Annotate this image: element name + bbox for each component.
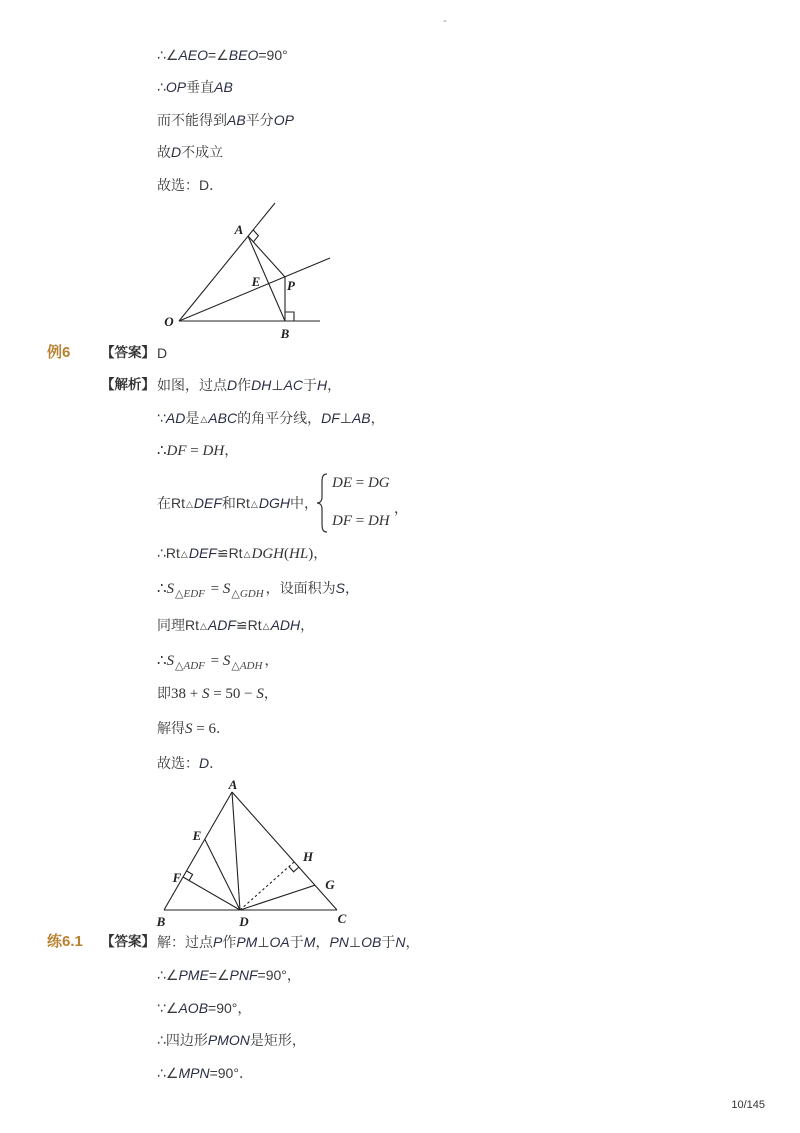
text-run: ． (215, 720, 230, 736)
variable-name: AB (214, 79, 233, 95)
text-run: 即 (157, 685, 171, 701)
text-run: ， (315, 934, 330, 950)
variable-name: AEO (178, 47, 209, 63)
math-variable: DG (367, 475, 390, 491)
math-variable: DE (332, 475, 352, 491)
math-variable: DH (202, 443, 225, 459)
text-run: ， (313, 545, 328, 561)
solution-line (157, 174, 223, 196)
math-variable: S (166, 581, 175, 597)
variable-name: ADF (207, 617, 236, 633)
solution-line (157, 44, 288, 66)
variable-name: D (227, 377, 238, 393)
text-run: ∴ (157, 79, 166, 95)
text-run: 而不能得到 (157, 112, 227, 128)
text-run: ． (209, 755, 224, 771)
text-run: 解：过点 (157, 934, 213, 950)
text-run: =∠ (208, 967, 230, 983)
math-variable: DF (166, 443, 187, 459)
text-run: =90°， (208, 1000, 252, 1016)
text-run: 故选： (157, 755, 199, 771)
page-number: 10/145 (731, 1099, 765, 1111)
brace-path (317, 474, 327, 532)
text-run: 垂直 (186, 79, 215, 95)
triangle-symbol: △ (200, 621, 207, 631)
math-subscript: △ADF (175, 660, 205, 672)
text-run: ⊥ (257, 934, 270, 950)
triangle-symbol: △ (243, 549, 251, 559)
triangle-symbol: △ (180, 549, 188, 559)
text-run: ⊥ (271, 377, 284, 393)
text-run: ， (405, 934, 420, 950)
text-run: 不成立 (181, 144, 224, 160)
variable-name: AD (165, 410, 186, 426)
exercise-tag: 练6.1 (47, 933, 83, 950)
math-expression: = (186, 443, 203, 459)
answer-label: 【答案】 (101, 934, 155, 949)
point-label-F: F (172, 870, 182, 885)
text-run: ∴∠ (157, 47, 179, 63)
math-variable: S (166, 653, 175, 669)
solution-line (157, 614, 314, 636)
text-run: ∴∠ (157, 967, 179, 983)
right-angle-mark-B (285, 312, 294, 321)
solution-line (157, 439, 238, 461)
variable-name: AB (351, 410, 371, 426)
text-run: 和Rt (221, 495, 250, 511)
variable-name: AC (283, 377, 304, 393)
math-expression: 38 + (171, 686, 202, 702)
text-run: ∴Rt (157, 545, 180, 561)
variable-name: PME (178, 967, 209, 983)
variable-name: S (335, 580, 345, 596)
math-subscript: △ADH (231, 660, 263, 672)
text-run: 故 (157, 144, 171, 160)
variable-name: DH (251, 377, 272, 393)
math-expression: = (206, 581, 223, 597)
math-expression: ( (284, 546, 289, 562)
text-run: ∴∠ (157, 1065, 179, 1081)
point-label-B: B (156, 914, 166, 929)
variable-name: OP (273, 112, 294, 128)
triangle-symbol: △ (200, 414, 208, 424)
math-expression: = (206, 653, 223, 669)
text-run: ， (327, 377, 342, 393)
point-label-C: C (337, 911, 347, 926)
equation-system-comma: ， (394, 500, 408, 516)
text-run: ， (224, 442, 239, 458)
text-run: 中， (289, 495, 318, 511)
math-variable: S (256, 686, 264, 702)
text-run: 解得 (157, 720, 185, 736)
variable-name: P (213, 934, 223, 950)
right-angle-mark-A (253, 230, 258, 242)
variable-name: PMON (207, 1032, 250, 1048)
segment-AP (248, 236, 285, 277)
point-label-B: B (280, 326, 290, 341)
variable-name: BEO (228, 47, 259, 63)
text-run: 于 (289, 934, 304, 950)
math-variable: DH (367, 513, 390, 529)
triangle-symbol: △ (250, 499, 258, 509)
text-run: =90° (258, 47, 288, 63)
text-run: ， (300, 617, 315, 633)
solution-line (157, 997, 251, 1019)
point-label-O: O (164, 314, 174, 329)
math-expression: ∴ (157, 581, 167, 597)
example-tag: 例6 (47, 344, 71, 361)
text-run: 故选：D． (157, 177, 224, 193)
text-run: 平分 (245, 112, 274, 128)
variable-name: AOB (178, 1000, 209, 1016)
triangle-symbol: △ (262, 621, 270, 631)
math-expression: ∴ (157, 443, 167, 459)
solution-line (157, 1029, 306, 1051)
variable-name: PN (329, 934, 349, 950)
math-expression: = 6 (192, 721, 216, 737)
solution-line (157, 717, 230, 739)
variable-name: DEF (193, 495, 222, 511)
math-variable: S (222, 581, 231, 597)
text-run: ， (263, 685, 278, 701)
right-angle-mark-H (289, 867, 299, 872)
solution-line (157, 964, 301, 986)
point-label-D: D (239, 914, 249, 929)
text-run: 在Rt (157, 495, 185, 511)
header-mark: - (443, 15, 447, 27)
text-run: ∵∠ (157, 1000, 179, 1016)
figure-triangle (150, 775, 360, 935)
text-run: 同理Rt (157, 617, 199, 633)
ray-OA (179, 203, 275, 321)
variable-name: H (317, 377, 328, 393)
solution-line (157, 492, 318, 514)
math-expression: ∴ (157, 653, 167, 669)
segment-DG (240, 885, 315, 910)
solution-line (157, 649, 278, 671)
text-run: 的角平分线， (237, 410, 322, 426)
math-variable: DGH (251, 546, 284, 562)
solution-line (157, 1062, 253, 1084)
text-run: ⊥ (348, 934, 362, 950)
math-variable: S (201, 686, 210, 702)
solution-line (157, 374, 341, 396)
math-expression: = (352, 513, 368, 529)
text-run: 是矩形， (249, 1032, 306, 1048)
variable-name: N (395, 934, 406, 950)
text-run: ≌Rt (216, 545, 243, 561)
variable-name: M (303, 934, 316, 950)
solution-line (157, 109, 294, 131)
variable-name: DEF (188, 545, 217, 561)
solution-line (157, 141, 223, 163)
variable-name: MPN (178, 1065, 210, 1081)
solution-line (157, 542, 327, 564)
figure-angle-bisector (150, 195, 340, 345)
text-run: 是 (185, 410, 200, 426)
variable-name: ABC (208, 410, 238, 426)
text-run: 作 (237, 377, 252, 393)
point-label-A: A (228, 777, 238, 792)
math-subscript: △EDF (175, 588, 205, 600)
variable-name: OP (165, 79, 187, 95)
segment-AC (232, 792, 337, 910)
text-run: ∵ (157, 410, 166, 426)
solution-line (157, 752, 223, 774)
text-run: ， (345, 580, 359, 596)
solution-line (157, 682, 278, 704)
point-label-P: P (287, 278, 295, 293)
equation-system-row (332, 509, 390, 531)
math-variable: S (185, 721, 193, 737)
analysis-label: 【解析】 (101, 377, 155, 392)
text-run: ，设面积为 (265, 580, 336, 596)
text-run: ， (370, 410, 385, 426)
variable-name: D (171, 144, 182, 160)
answer-value: D (157, 345, 168, 361)
text-run: 于 (381, 934, 396, 950)
text-run: 于 (303, 377, 318, 393)
equation-system-row (332, 471, 390, 493)
math-expression: ) (308, 546, 314, 562)
math-variable: HL (289, 546, 309, 562)
text-run: =∠ (208, 47, 229, 63)
text-run: ⊥ (339, 410, 352, 426)
variable-name: DF (321, 410, 340, 426)
variable-name: AB (227, 112, 246, 128)
triangle-symbol: △ (186, 499, 193, 509)
variable-name: PNF (229, 967, 258, 983)
text-run: 如图，过点 (157, 377, 227, 393)
figure-lines (179, 203, 330, 321)
text-run: ， (264, 652, 279, 668)
ray-OP (179, 258, 330, 321)
text-run: =90°． (209, 1065, 253, 1081)
text-run: 作 (222, 934, 237, 950)
segment-DH-dashed (240, 862, 294, 910)
variable-name: DGH (258, 495, 290, 511)
text-run: ≌Rt (235, 617, 262, 633)
point-label-A: A (234, 222, 244, 237)
variable-name: OB (361, 934, 382, 950)
variable-name: PM (236, 934, 258, 950)
point-label-E: E (192, 828, 202, 843)
solution-line (157, 76, 233, 98)
point-label-H: H (302, 849, 314, 864)
variable-name: OA (269, 934, 290, 950)
solution-line (157, 931, 419, 953)
text-run: =90°， (257, 967, 301, 983)
segment-AD (232, 792, 240, 910)
variable-name: ADH (270, 617, 301, 633)
brace-symbol (316, 473, 330, 533)
segment-AB (164, 792, 232, 910)
math-variable: S (222, 653, 231, 669)
answer-label: 【答案】 (101, 345, 155, 360)
point-label-E: E (251, 274, 261, 289)
math-expression: = (352, 475, 368, 491)
solution-line (157, 577, 359, 599)
point-label-G: G (325, 877, 335, 892)
variable-name: D (199, 755, 210, 771)
solution-line (157, 407, 385, 429)
math-subscript: △GDH (231, 588, 264, 600)
math-variable: DF (332, 513, 352, 529)
text-run: ∴四边形 (157, 1032, 208, 1048)
math-expression: = 50 − (209, 686, 257, 702)
